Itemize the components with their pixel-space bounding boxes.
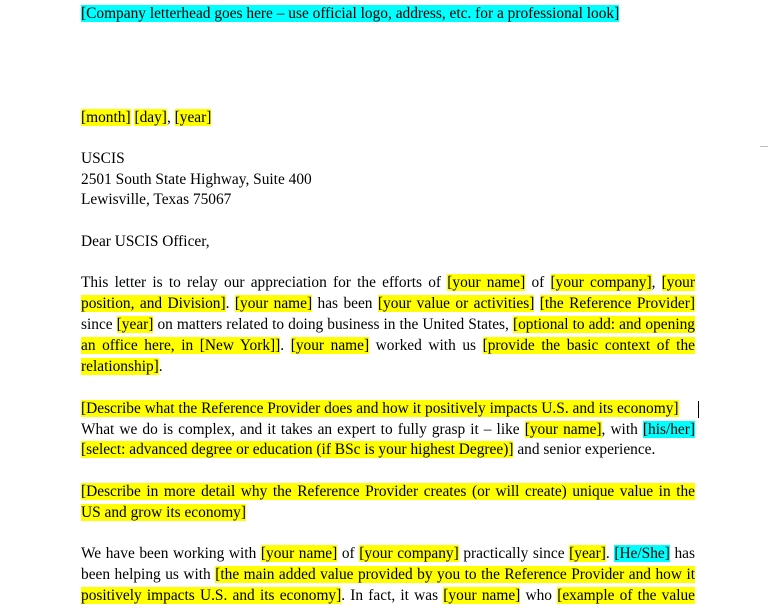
letterhead-placeholder[interactable] xyxy=(81,4,619,24)
placeholder-position-start[interactable]: [your xyxy=(661,274,695,291)
text-run: has been xyxy=(312,295,378,312)
placeholder-optional-office-start[interactable]: [optional to add: and opening xyxy=(512,316,695,333)
paragraph-2-line-2 xyxy=(81,420,695,440)
paragraph-3-line-1 xyxy=(81,482,695,502)
text-run: We have been working with xyxy=(81,545,261,562)
placeholder-optional-office-end[interactable]: an office here, in [New York]] xyxy=(81,337,281,354)
placeholder-your-company[interactable]: [your company] xyxy=(359,545,459,562)
text-cursor xyxy=(698,401,699,418)
placeholder-your-name[interactable]: [your name] xyxy=(290,337,370,354)
paragraph-1-line-4 xyxy=(81,336,695,356)
text-run: who xyxy=(520,587,558,604)
text-run: since xyxy=(81,316,117,333)
date-separator: , xyxy=(166,109,175,126)
text-run: . xyxy=(225,295,235,312)
paragraph-1-line-1 xyxy=(81,273,695,293)
salutation: Dear USCIS Officer, xyxy=(81,233,210,250)
paragraph-1-line-5 xyxy=(81,357,163,377)
text-run: been helping us with xyxy=(81,566,216,583)
placeholder-degree[interactable]: [select: advanced degree or education (if BSc is your highest Degree)] xyxy=(81,441,514,458)
placeholder-his-her[interactable]: [his/her] xyxy=(642,421,696,438)
page-edge-mark xyxy=(760,146,768,147)
placeholder-year[interactable]: [year] xyxy=(569,545,606,562)
address-line-2: 2501 South State Highway, Suite 400 xyxy=(81,171,312,188)
placeholder-example-value[interactable]: [example of the value xyxy=(557,587,696,604)
text-run: has xyxy=(669,545,695,562)
placeholder-your-name[interactable]: [your name] xyxy=(447,274,526,291)
text-run: on matters related to doing business in the United States, xyxy=(153,316,513,333)
text-run: , xyxy=(651,274,662,291)
placeholder-main-added-value[interactable]: [the main added value provided by you to the Reference Provider and how it xyxy=(215,566,696,583)
placeholder-your-name[interactable]: [your name] xyxy=(260,545,338,562)
paragraph-4-line-1 xyxy=(81,544,695,564)
date-year: [year] xyxy=(174,109,212,126)
placeholder-your-name[interactable]: [your name] xyxy=(524,421,602,438)
placeholder-value-activities[interactable]: [your value or activities] xyxy=(377,295,535,312)
text-run: . In fact, it was xyxy=(341,587,444,604)
placeholder-unique-value-start[interactable]: [Describe in more detail why the Reference Provider creates (or will create) unique value in the xyxy=(81,483,695,500)
paragraph-4-line-2 xyxy=(81,565,695,585)
letterhead-text: [Company letterhead goes here – use official logo, address, etc. for a professional look] xyxy=(81,5,620,22)
text-run xyxy=(534,295,539,312)
paragraph-1-line-2 xyxy=(81,294,695,314)
text-run: , with xyxy=(601,421,643,438)
placeholder-reference-provider[interactable]: [the Reference Provider] xyxy=(539,295,695,312)
placeholder-describe-provider[interactable]: [Describe what the Reference Provider does and how it positively impacts U.S. and its economy] xyxy=(81,400,679,417)
text-run: . xyxy=(605,545,615,562)
placeholder-main-added-value-end[interactable]: positively impacts U.S. and its economy] xyxy=(81,587,342,604)
placeholder-context-start[interactable]: [provide the basic context of the xyxy=(482,337,695,354)
paragraph-3-line-2 xyxy=(81,503,246,523)
date-line[interactable] xyxy=(81,108,211,128)
paragraph-2-line-3 xyxy=(81,440,655,460)
placeholder-your-name[interactable]: [your name] xyxy=(234,295,313,312)
placeholder-he-she[interactable]: [He/She] xyxy=(614,545,670,562)
placeholder-position-end[interactable]: position, and Division] xyxy=(81,295,226,312)
placeholder-your-company[interactable]: [your company] xyxy=(550,274,652,291)
text-run: of xyxy=(525,274,551,291)
date-day: [day] xyxy=(134,109,167,126)
text-run: of xyxy=(337,545,360,562)
placeholder-your-name[interactable]: [your name] xyxy=(443,587,521,604)
text-run: This letter is to relay our appreciation for the efforts of xyxy=(81,274,448,291)
text-run: What we do is complex, and it takes an expert to fully grasp it – like xyxy=(81,421,525,438)
address-line-1: USCIS xyxy=(81,150,125,167)
text-run: practically since xyxy=(458,545,570,562)
address-line-3: Lewisville, Texas 75067 xyxy=(81,191,232,208)
date-month: [month] xyxy=(81,109,131,126)
text-run: worked with us xyxy=(369,337,483,354)
placeholder-year[interactable]: [year] xyxy=(116,316,154,333)
placeholder-context-end[interactable]: relationship] xyxy=(81,358,159,375)
paragraph-2-line-1 xyxy=(81,399,679,419)
text-run: . xyxy=(158,358,163,375)
text-run: . xyxy=(280,337,291,354)
placeholder-unique-value-end[interactable]: US and grow its economy] xyxy=(81,504,246,521)
paragraph-4-line-3 xyxy=(81,586,695,606)
text-run: and senior experience. xyxy=(513,441,656,458)
paragraph-1-line-3 xyxy=(81,315,695,335)
